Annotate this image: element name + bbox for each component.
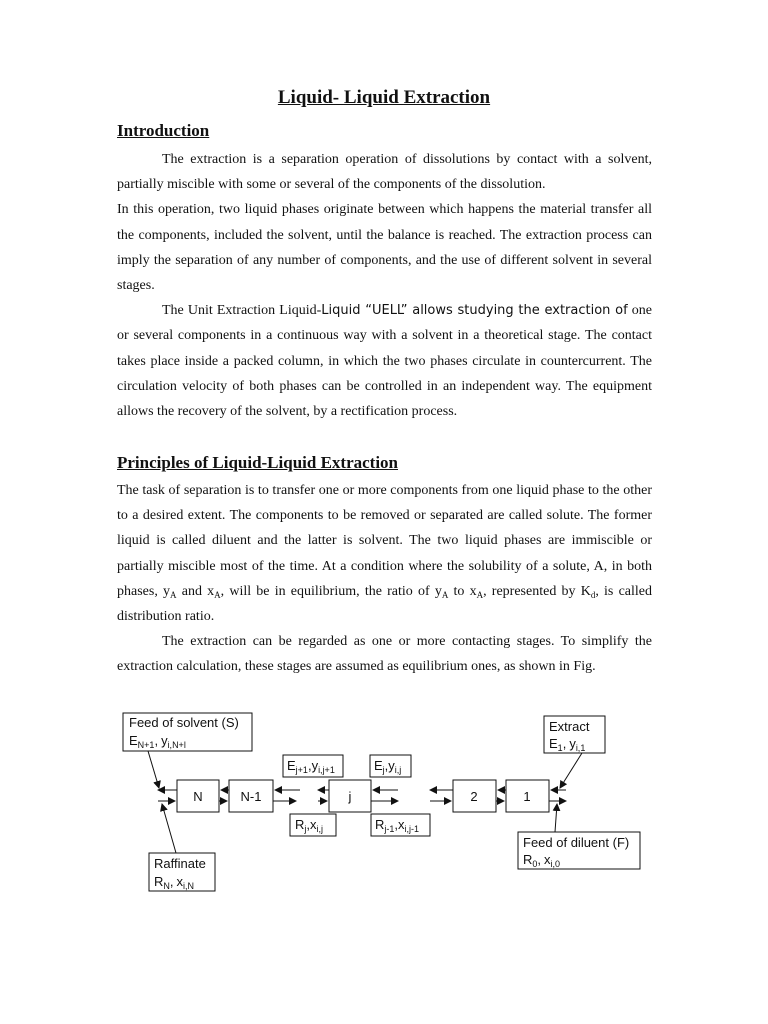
pointer-feed-diluent bbox=[555, 804, 557, 832]
rj-R: R bbox=[295, 817, 305, 832]
ej1-E-sub: j+1 bbox=[295, 765, 308, 775]
principles-paragraph-2: The extraction can be regarded as one or more contacting stages. To simplify the extraction calculation, these stages are assumed as equilibrium ones, as shown in Fig. bbox=[117, 634, 652, 675]
feed-solvent-E: E bbox=[129, 733, 138, 748]
rj1-x: x bbox=[398, 817, 405, 832]
p1-text-a: The task of separation is to transfer one or more components from one liquid phase to the other to a desired extent. The components to be removed or separated are called solute. The former liquid is called diluent and the latter is solvent. The two liquid phases are immiscible or partially miscible most of the time. At a condition where the solubility of a solute, A, in both phases, bbox=[117, 483, 652, 599]
xA-base: x bbox=[207, 583, 215, 599]
stage-2-label: 2 bbox=[470, 789, 478, 804]
yA-base: y bbox=[163, 583, 171, 599]
pointer-raffinate bbox=[162, 804, 176, 853]
rj-label bbox=[295, 817, 323, 834]
intro-heading: Introduction bbox=[117, 121, 210, 140]
sep: , bbox=[154, 733, 159, 748]
ej1-label bbox=[287, 758, 335, 775]
page-title: Liquid- Liquid Extraction bbox=[277, 87, 491, 108]
feed-solvent-y: y bbox=[161, 733, 168, 748]
rj-x: x bbox=[310, 817, 317, 832]
sep: , bbox=[537, 852, 542, 867]
sep: , bbox=[306, 817, 311, 832]
xA2-sub: A bbox=[476, 589, 484, 600]
Kd-base: K bbox=[580, 583, 591, 599]
stage-1-label: 1 bbox=[523, 789, 531, 804]
ej-y-sub: i,j bbox=[394, 765, 402, 775]
raffinate-R: R bbox=[154, 874, 164, 889]
feed-solvent-y-sub: i,N+l bbox=[167, 740, 186, 750]
feed-solvent-title: Feed of solvent (S) bbox=[129, 715, 239, 730]
feed-diluent-R-sub: 0 bbox=[532, 859, 538, 869]
raffinate-R-sub: N bbox=[163, 881, 170, 891]
extract-title: Extract bbox=[549, 719, 590, 734]
yA2-base: y bbox=[434, 583, 442, 599]
p1-text-c: , represented by bbox=[483, 583, 581, 599]
principles-heading: Principles of Liquid-Liquid Extraction bbox=[117, 453, 399, 472]
feed-diluent-R: R bbox=[523, 852, 533, 867]
raffinate-title: Raffinate bbox=[154, 856, 206, 871]
and-text: and bbox=[176, 583, 208, 599]
yA-sub: A bbox=[170, 589, 177, 600]
intro-paragraph-2: In this operation, two liquid phases originate between which happens the material transfer all the components, included the solvent, until the balance is reached. The extraction process can imply the separation of any number of components, and the use of different solvent in several stages. bbox=[117, 202, 652, 294]
raffinate-x-sub: i,N bbox=[183, 881, 195, 891]
pointer-feed-solvent bbox=[148, 751, 159, 788]
stage-N-label: N bbox=[193, 789, 203, 804]
raffinate-x: x bbox=[176, 874, 184, 889]
feed-diluent-x: x bbox=[544, 852, 551, 867]
sep: , bbox=[384, 758, 389, 773]
ej-E-sub: j bbox=[382, 765, 385, 775]
sep: , bbox=[562, 736, 567, 751]
feed-diluent-title: Feed of diluent (F) bbox=[523, 835, 630, 850]
extract-vars bbox=[549, 736, 585, 753]
ej1-E: E bbox=[287, 758, 296, 773]
extract-y: y bbox=[569, 736, 576, 751]
ej-E: E bbox=[374, 758, 383, 773]
ej1-y: y bbox=[311, 758, 319, 773]
rj1-R-sub: j-1 bbox=[384, 824, 395, 834]
extract-E-sub: 1 bbox=[557, 743, 563, 753]
Kd-sub: d bbox=[590, 589, 596, 600]
to-text: to bbox=[448, 583, 470, 599]
feed-diluent-vars bbox=[523, 852, 560, 869]
ej1-y-sub: i,j+1 bbox=[318, 765, 335, 775]
extract-E: E bbox=[549, 736, 558, 751]
extract-y-sub: i,1 bbox=[575, 743, 586, 753]
pointer-extract bbox=[560, 753, 582, 788]
sep: , bbox=[169, 874, 174, 889]
stage-j-label: j bbox=[348, 789, 352, 804]
feed-diluent-x-sub: i,0 bbox=[550, 859, 561, 869]
raffinate-vars bbox=[154, 874, 194, 891]
rj1-x-sub: i,j-1 bbox=[404, 824, 420, 834]
ej-label bbox=[374, 758, 401, 775]
intro-p3-mono: Liquid “UELL” allows studying the extraction of bbox=[321, 303, 628, 319]
feed-solvent-vars bbox=[129, 733, 186, 750]
intro-p3-start: The Unit Extraction Liquid- bbox=[162, 303, 322, 319]
sep: , bbox=[307, 758, 312, 773]
p1-text-d: , is called distribution ratio. bbox=[117, 583, 652, 625]
intro-paragraph-1: The extraction is a separation operation of dissolutions by contact with a solvent, partially miscible with some or several of the components of the dissolution. bbox=[117, 152, 652, 193]
rj-R-sub: j bbox=[304, 824, 307, 834]
rj1-label bbox=[375, 817, 419, 834]
xA2-base: x bbox=[469, 583, 477, 599]
intro-p3-rest: one or several components in a continuous way with a solvent in a theoretical stage. The contact takes place inside a packed column, in which the two phases circulate in countercurrent. The circulation velocity of both phases can be controlled in an independent way. The equipment allows the recovery of the solvent, by a rectification process. bbox=[117, 303, 653, 420]
ej-y: y bbox=[388, 758, 395, 773]
rj-x-sub: i,j bbox=[316, 824, 324, 834]
xA-sub: A bbox=[214, 589, 221, 600]
sep: , bbox=[394, 817, 399, 832]
yA2-sub: A bbox=[441, 589, 449, 600]
feed-solvent-E-sub: N+1 bbox=[137, 740, 155, 750]
p1-text-b: , will be in equilibrium, the ratio of bbox=[220, 583, 435, 599]
rj1-R: R bbox=[375, 817, 385, 832]
stage-N-1-label: N-1 bbox=[240, 789, 262, 804]
